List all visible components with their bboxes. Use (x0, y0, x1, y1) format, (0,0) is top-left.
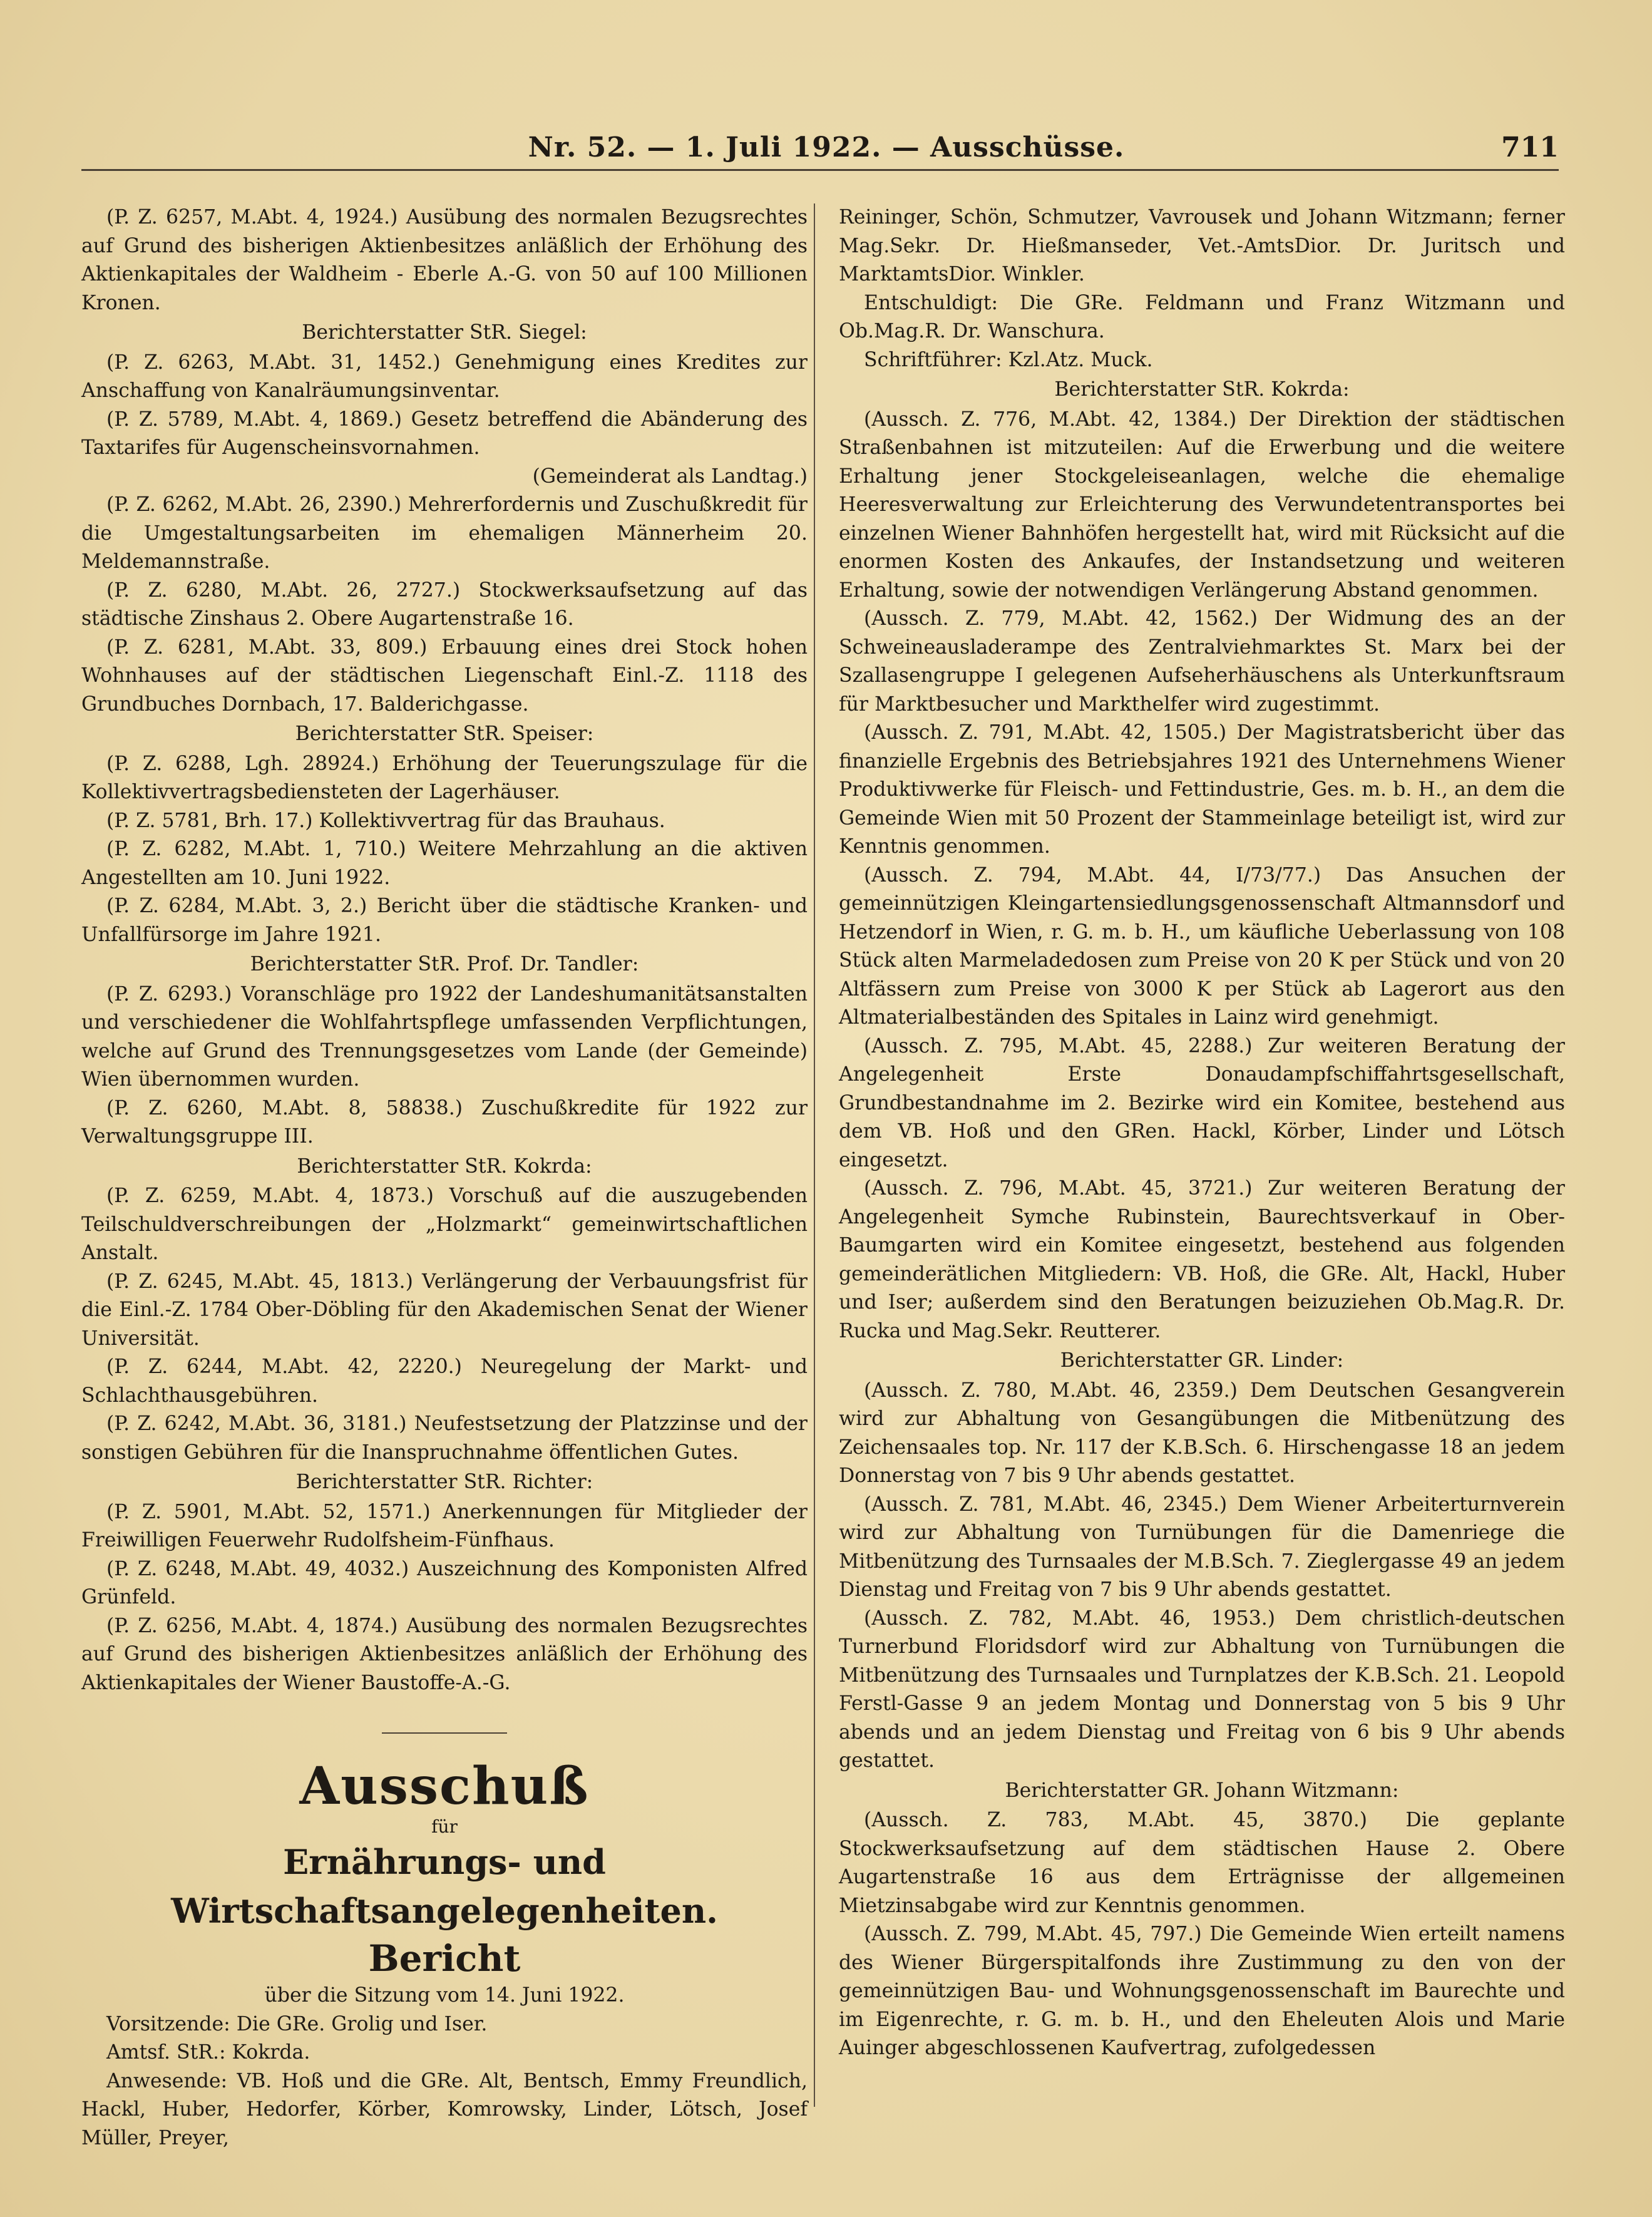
column-divider (814, 203, 815, 2107)
left-column (81, 203, 808, 2153)
section-title: Ausschuß (299, 1756, 590, 1816)
attendees-continued: Reininger, Schön, Schmutzer, Vavrousek und Johann Witzmann; ferner Mag.Sekr. Dr. Hießmanseder, Vet.-AmtsDior. Dr. Juritsch und MarktamtsDior. Winkler. (839, 206, 1565, 285)
entry: (P. Z. 5781, Brh. 17.) Kollektivvertrag für das Brauhaus. (106, 809, 665, 832)
entry: (P. Z. 6259, M.Abt. 4, 1873.) Vorschuß auf die auszugebenden Teilschuldverschreibungen der „Holzmarkt“ gemeinwirtschaftlichen Anstalt. (81, 1185, 808, 1264)
entry: (P. Z. 6262, M.Abt. 26, 2390.) Mehrerfordernis und Zuschußkredit für die Umgestaltungsarbeiten im ehemaligen Männerheim 20. Meldemannstraße. (81, 493, 808, 573)
page-header (94, 125, 1559, 182)
entry: (P. Z. 6244, M.Abt. 42, 2220.) Neuregelung der Markt- und Schlachthausgebühren. (81, 1355, 808, 1407)
right-column (839, 203, 1565, 2063)
entry: (Aussch. Z. 795, M.Abt. 45, 2288.) Zur weiteren Beratung der Angelegenheit Erste Donaudampfschiffahrtsgesellschaft, Grundbestandnahme im 2. Bezirke wird ein Komitee, bestehend aus dem VB. Hoß und den GRen. Hackl, Körber, Linder und Lötsch eingesetzt. (839, 1034, 1565, 1171)
entry: (Aussch. Z. 781, M.Abt. 46, 2345.) Dem Wiener Arbeiterturnverein wird zur Abhaltung von Turnübungen für die Damenriege die Mitbenützung des Turnsaales der M.B.Sch. 7. Zieglergasse 49 an jedem Dienstag und Freitag von 7 bis 9 Uhr abends gestattet. (839, 1493, 1565, 1601)
entry: (Aussch. Z. 791, M.Abt. 42, 1505.) Der Magistratsbericht über das finanzielle Ergebnis des Betriebsjahres 1921 des Unternehmens Wiener Produktivwerke für Fleisch- und Fettindustrie, Ges. m. b. H., an dem die Gemeinde Wien mit 50 Prozent der Stammeinlage beteiligt ist, wird zur Kenntnis genommen. (839, 721, 1565, 858)
rapporteur: Berichterstatter GR. Johann Witzmann: (1005, 1779, 1399, 1802)
rapporteur: Berichterstatter GR. Linder: (1060, 1349, 1344, 1372)
rapporteur: Berichterstatter StR. Siegel: (302, 321, 587, 344)
entry: (P. Z. 6260, M.Abt. 8, 58838.) Zuschußkredite für 1922 zur Verwaltungsgruppe III. (81, 1096, 808, 1148)
entry-note: (Gemeinderat als Landtag.) (532, 465, 808, 488)
entry: (Aussch. Z. 780, M.Abt. 46, 2359.) Dem Deutschen Gesangverein wird zur Abhaltung von Gesangübungen die Mitbenützung des Zeichensaales top. Nr. 117 der K.B.Sch. 6. Hirschengasse 18 an jedem Donnerstag von 7 bis 9 Uhr abends gestattet. (839, 1379, 1565, 1487)
entry: (Aussch. Z. 783, M.Abt. 45, 3870.) Die geplante Stockwerksaufsetzung auf dem städtischen Hause 2. Obere Augartenstraße 16 aus dem Erträgnisse der allgemeinen Mietzinsabgabe wird zur Kenntnis genommen. (839, 1809, 1565, 1917)
section-divider (382, 1732, 507, 1734)
entry: (P. Z. 6245, M.Abt. 45, 1813.) Verlängerung der Verbauungsfrist für die Einl.-Z. 1784 Ober-Döbling für den Akademischen Senat der Wiener Universität. (81, 1270, 808, 1350)
rapporteur: Berichterstatter StR. Prof. Dr. Tandler: (250, 953, 639, 975)
report-title: Bericht (368, 1937, 521, 1980)
header-rule (81, 169, 1559, 171)
entry: (P. Z. 6281, M.Abt. 33, 809.) Erbauung eines drei Stock hohen Wohnhauses auf der städtischen Liegenschaft Einl.-Z. 1118 des Grundbuches Dornbach, 17. Balderichgasse. (81, 635, 808, 716)
entry: (P. Z. 5789, M.Abt. 4, 1869.) Gesetz betreffend die Abänderung des Taxtarifes für Augenscheinsvornahmen. (81, 408, 808, 459)
entry: (Aussch. Z. 779, M.Abt. 42, 1562.) Der Widmung des an der Schweineausladerampe des Zentralviehmarktes St. Marx bei der Szallasengruppe I gelegenen Aufseherhäuschens als Unterkunftsraum für Marktbesucher und Markthelfer wird zugestimmt. (839, 607, 1565, 716)
rapporteur: Berichterstatter StR. Kokrda: (297, 1155, 592, 1178)
entry: (P. Z. 6263, M.Abt. 31, 1452.) Genehmigung eines Kredites zur Anschaffung von Kanalräumungsinventar. (81, 351, 808, 402)
entry: (P. Z. 6288, Lgh. 28924.) Erhöhung der Teuerungszulage für die Kollektivvertragsbediensteten der Lagerhäuser. (81, 752, 808, 803)
entry: (P. Z. 6284, M.Abt. 3, 2.) Bericht über die städtische Kranken- und Unfallfürsorge im Jahre 1921. (81, 895, 808, 946)
entry: (P. Z. 6242, M.Abt. 36, 3181.) Neufestsetzung der Platzzinse und der sonstigen Gebühren für die Inanspruchnahme öffentlichen Gutes. (81, 1412, 808, 1464)
rapporteur: Berichterstatter StR. Richter: (295, 1471, 593, 1493)
acting-councillor: Amtsf. StR.: Kokrda. (106, 2041, 310, 2064)
entry: (Aussch. Z. 776, M.Abt. 42, 1384.) Der Direktion der städtischen Straßenbahnen ist mitzuteilen: Auf die Erwerbung und die weitere Erhaltung jener Stockgeleiseanlagen, welche die ehemalige Heeresverwaltung zur Erleichterung des Verwundetentransportes bei einzelnen Wiener Bahnhöfen hergestellt hat, wird mit Rücksicht auf die enormen Kosten des Ankaufes, der Instandsetzung und weiteren Erhaltung, sowie der notwendigen Verlängerung Abstand genommen. (839, 408, 1565, 602)
entry: (P. Z. 6280, M.Abt. 26, 2727.) Stockwerksaufsetzung auf das städtische Zinshaus 2. Obere Augartenstraße 16. (81, 579, 808, 630)
entry: (P. Z. 6282, M.Abt. 1, 710.) Weitere Mehrzahlung an die aktiven Angestellten am 10. Juni 1922. (81, 838, 808, 889)
section-subtitle: Ernährungs- und Wirtschaftsangelegenheiten. (171, 1842, 718, 1931)
attendees: Anwesende: VB. Hoß und die GRe. Alt, Bentsch, Emmy Freundlich, Hackl, Huber, Hedorfer, Körber, Komrowsky, Linder, Lötsch, Josef Müller, Preyer, (81, 2069, 808, 2149)
rapporteur: Berichterstatter StR. Speiser: (295, 723, 594, 745)
chairpersons: Vorsitzende: Die GRe. Grolig und Iser. (106, 2012, 488, 2035)
entry: (Aussch. Z. 794, M.Abt. 44, I/73/77.) Das Ansuchen der gemeinnützigen Kleingartensiedlungsgenossenschaft Altmannsdorf und Hetzendorf in Wien, r. G. m. b. H., um käufliche Ueberlassung von 108 Stück alten Marmeladedosen zum Preise von 20 K per Stück und von 20 Altfässern zum Preise von 3000 K per Stück ab Lagerort aus den Altmaterialbeständen des Spitales in Lainz wird genehmigt. (839, 863, 1565, 1029)
section-title-connector: für (431, 1816, 458, 1837)
session-date: über die Sitzung vom 14. Juni 1922. (264, 1984, 625, 2007)
secretary: Schriftführer: Kzl.Atz. Muck. (864, 348, 1153, 371)
entry: (Aussch. Z. 799, M.Abt. 45, 797.) Die Gemeinde Wien erteilt namens des Wiener Bürgerspitalfonds ihre Zustimmung zu den von der gemeinnützigen Bau- und Wohnungsgenossenschaft im Baurechte und im Eigenrechte, r. G. m. b. H., und den Eheleuten Alois und Marie Auinger abgeschlossenen Kaufvertrag, zufolgedessen (839, 1923, 1565, 2059)
entry: (P. Z. 6293.) Voranschläge pro 1922 der Landeshumanitätsanstalten und verschiedener die Wohlfahrtspflege umfassenden Verpflichtungen, welche auf Grund des Trennungsgesetzes vom Lande (der Gemeinde) Wien übernommen wurden. (81, 982, 808, 1091)
page-number: 711 (1501, 131, 1559, 163)
excused: Entschuldigt: Die GRe. Feldmann und Franz Witzmann und Ob.Mag.R. Dr. Wanschura. (839, 291, 1565, 342)
issue-line: Nr. 52. — 1. Juli 1922. — Ausschüsse. (528, 131, 1125, 163)
entry: (P. Z. 6257, M.Abt. 4, 1924.) Ausübung des normalen Bezugsrechtes auf Grund des bisherigen Aktienbesitzes anläßlich der Erhöhung des Aktienkapitales der Waldheim - Eberle A.-G. von 50 auf 100 Millionen Kronen. (81, 206, 808, 314)
entry: (Aussch. Z. 796, M.Abt. 45, 3721.) Zur weiteren Beratung der Angelegenheit Symche Rubinstein, Baurechtsverkauf in Ober-Baumgarten wird ein Komitee eingesetzt, bestehend aus folgenden gemeinderätlichen Mitgliedern: VB. Hoß, die GRe. Alt, Hackl, Huber und Iser; außerdem sind den Beratungen beizuziehen Ob.Mag.R. Dr. Rucka und Mag.Sekr. Reutterer. (839, 1177, 1565, 1342)
entry: (Aussch. Z. 782, M.Abt. 46, 1953.) Dem christlich-deutschen Turnerbund Floridsdorf wird zur Abhaltung von Turnübungen die Mitbenützung des Turnsaales und Turnplatzes der K.B.Sch. 21. Leopold Ferstl-Gasse 9 an jedem Montag und Donnerstag von 5 bis 9 Uhr abends und an jedem Dienstag und Freitag von 6 bis 9 Uhr abends gestattet. (839, 1607, 1565, 1772)
entry: (P. Z. 6248, M.Abt. 49, 4032.) Auszeichnung des Komponisten Alfred Grünfeld. (81, 1557, 808, 1608)
entry: (P. Z. 5901, M.Abt. 52, 1571.) Anerkennungen für Mitglieder der Freiwilligen Feuerwehr Rudolfsheim-Fünfhaus. (81, 1500, 808, 1551)
entry: (P. Z. 6256, M.Abt. 4, 1874.) Ausübung des normalen Bezugsrechtes auf Grund des bisherigen Aktienbesitzes anläßlich der Erhöhung des Aktienkapitales der Wiener Baustoffe-A.-G. (81, 1614, 808, 1694)
rapporteur: Berichterstatter StR. Kokrda: (1054, 378, 1350, 401)
